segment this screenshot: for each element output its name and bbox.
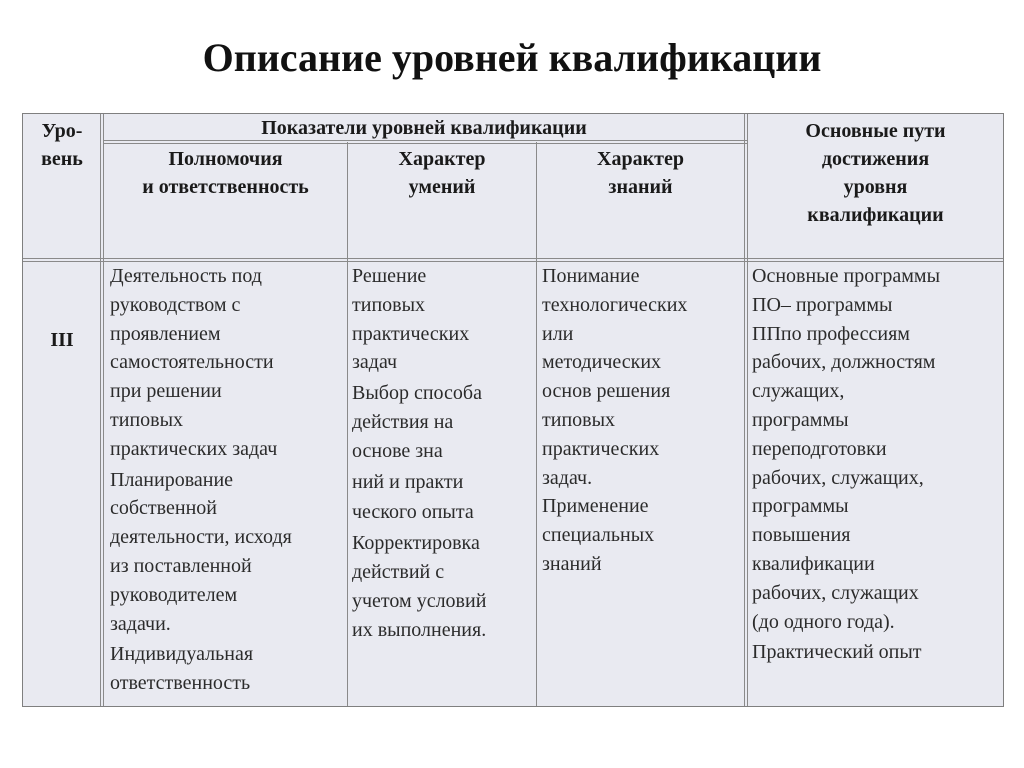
grid-line bbox=[536, 142, 537, 706]
skills-paragraph: Выбор способа действия на основе зна bbox=[352, 382, 482, 462]
level-value: III bbox=[50, 329, 74, 351]
header-paths: Основные пути достижения уровня квалификации bbox=[805, 120, 946, 226]
header-skills: Характер умений bbox=[398, 148, 486, 198]
header-indicators-group: Показатели уровней квалификации bbox=[261, 117, 587, 139]
header-knowledge: Характер знаний bbox=[597, 148, 684, 198]
paths-paragraph: Практический опыт bbox=[752, 641, 922, 664]
authority-cell bbox=[110, 262, 345, 698]
knowledge-paragraph: Применение специальных знаний bbox=[542, 495, 655, 575]
page-title: Описание уровней квалификации bbox=[202, 35, 822, 80]
authority-paragraph: Индивидуальная ответственность bbox=[110, 643, 254, 695]
authority-paragraph: Планирование собственной деятельности, исходя из поставленной руководителем задачи. bbox=[110, 468, 292, 635]
skills-paragraph: ний и практи bbox=[352, 470, 464, 493]
skills-paragraph: ческого опыта bbox=[352, 501, 474, 524]
qualification-table bbox=[22, 113, 1004, 707]
paths-cell bbox=[752, 262, 1004, 667]
grid-line bbox=[347, 142, 348, 706]
skills-paragraph: Решение типовых практических задач bbox=[352, 265, 470, 374]
authority-paragraph: Деятельность под руководством с проявлением самостоятельности при решении типовых практических задач bbox=[110, 265, 278, 460]
skills-paragraph: Корректировка действий с учетом условий их выполнения. bbox=[352, 532, 487, 641]
skills-cell bbox=[352, 262, 536, 644]
paths-paragraph: Основные программы ПО– программы ППпо профессиям рабочих, должностям служащих, программы переподготовки рабочих, служащих, программы повышения квалификации рабочих, служащих (до одного года). bbox=[752, 265, 941, 633]
knowledge-paragraph: Понимание технологических или методических основ решения типовых практических задач. bbox=[542, 265, 688, 489]
header-authority: Полномочия и ответственность bbox=[142, 148, 309, 198]
grid-line bbox=[100, 114, 104, 706]
header-level: Уро- вень bbox=[41, 120, 83, 170]
knowledge-cell bbox=[542, 262, 744, 579]
